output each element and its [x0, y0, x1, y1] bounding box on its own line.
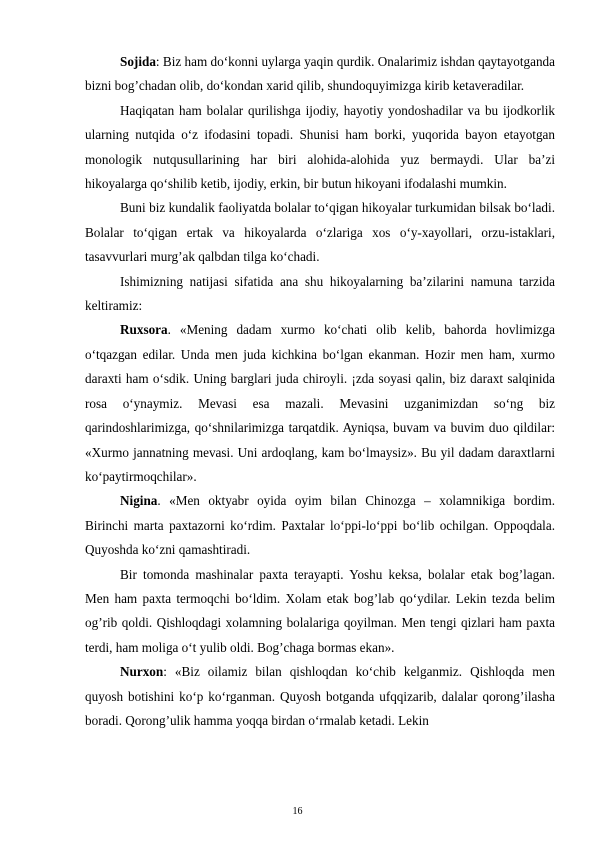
paragraph-text: Haqiqatan ham bolalar qurilishga ijodiy, hayotiy yondoshadilar va bu ijodkorlik ularning nutqida o‘z ifodasini topadi. Shunisi ham borki, yuqorida bayon etayotgan monologik nutqusullarining har biri alohida-alohida yuz bermaydi. Ular ba’zi hikoyalarga qo‘shilib ketib, ijodiy, erkin, bir butun hikoyani ifodalashi mumkin. [85, 102, 555, 192]
paragraph-nurxon [85, 660, 555, 733]
paragraph-nigina [85, 489, 555, 562]
paragraph-text: Ishimizning natijasi sifatida ana shu hikoyalarning ba’zilarini namuna tarzida keltiramiz: [85, 273, 555, 314]
paragraph-text: : Biz ham do‘konni uylarga yaqin qurdik. Onalarimiz ishdan qaytayotganda bizni bog’chadan olib, do‘kondan xarid qilib, shundoquyimizga kirib ketaveradilar. [85, 54, 555, 94]
paragraph-sojida [85, 50, 555, 99]
speaker-name: Nigina [120, 493, 158, 509]
paragraph [85, 563, 555, 661]
paragraph-text: Buni biz kundalik faoliyatda bolalar to‘qigan hikoyalar turkumidan bilsak bo‘ladi. Bolalar to‘qigan ertak va hikoyalarda o‘zlariga xos o‘y-xayollari, orzu-istaklari, tasavvurlari murg’ak qalbdan tilga ko‘chadi. [85, 200, 555, 265]
paragraph-text: Bir tomonda mashinalar paxta terayapti. Yoshu keksa, bolalar etak bog’lagan. Men ham paxta termoqchi bo‘ldim. Xolam etak bog’lab qo‘ydilar. Lekin tezda belim og’rib qoldi. Qishloqdagi xolamning bolalariga qoyilman. Men tengi qizlari ham paxta terdi, ham moliga o‘t yulib oldi. Bog’chaga bormas ekan». [85, 566, 555, 655]
paragraph-ruxsora [85, 318, 555, 489]
document-page [85, 50, 555, 733]
paragraph [85, 270, 555, 319]
paragraph-text: : «Biz oilamiz bilan qishloqdan ko‘chib kelganmiz. Qishloqda men quyosh botishini ko‘p ko‘rganman. Quyosh botganda ufqqizarib, dalalar qorong’ilasha boradi. Qorong’ulik hamma yoqqa birdan o‘rmalab ketadi. Lekin [85, 664, 555, 728]
paragraph [85, 196, 555, 269]
paragraph [85, 99, 555, 197]
page-number: 16 [292, 806, 303, 817]
speaker-name: Ruxsora [120, 322, 168, 338]
speaker-name: Sojida [120, 54, 156, 69]
paragraph-text: . «Men oktyabr oyida oyim bilan Chinozga – xolamnikiga bordim. Birinchi marta paxtazorni ko‘rdim. Paxtalar lo‘ppi-lo‘ppi bo‘lib ochilgan. Oppoqdala. Quyoshda ko‘zni qamashtiradi. [85, 493, 555, 558]
speaker-name: Nurxon [120, 664, 164, 680]
paragraph-text: . «Mening dadam xurmo ko‘chati olib kelib, bahorda hovlimizga o‘tqazgan edilar. Unda men juda kichkina bo‘lgan ekanman. Hozir men ham, xurmo daraxti ham o‘sdik. Uning barglari juda chiroyli. ¡zda soyasi qalin, biz daraxt salqinida rosa o‘ynaymiz. Mevasi esa mazali. Mevasini uzganimizdan so‘ng biz qarindoshlarimizga, qo‘shnilarimizga tarqatdik. Ayniqsa, buvam va buvim duo qildilar: «Xurmo jannatning mevasi. Uni ardoqlang, kam bo‘lmaysiz». Bu yil dadam daraxtlarni ko‘paytirmoqchilar». [85, 322, 555, 484]
